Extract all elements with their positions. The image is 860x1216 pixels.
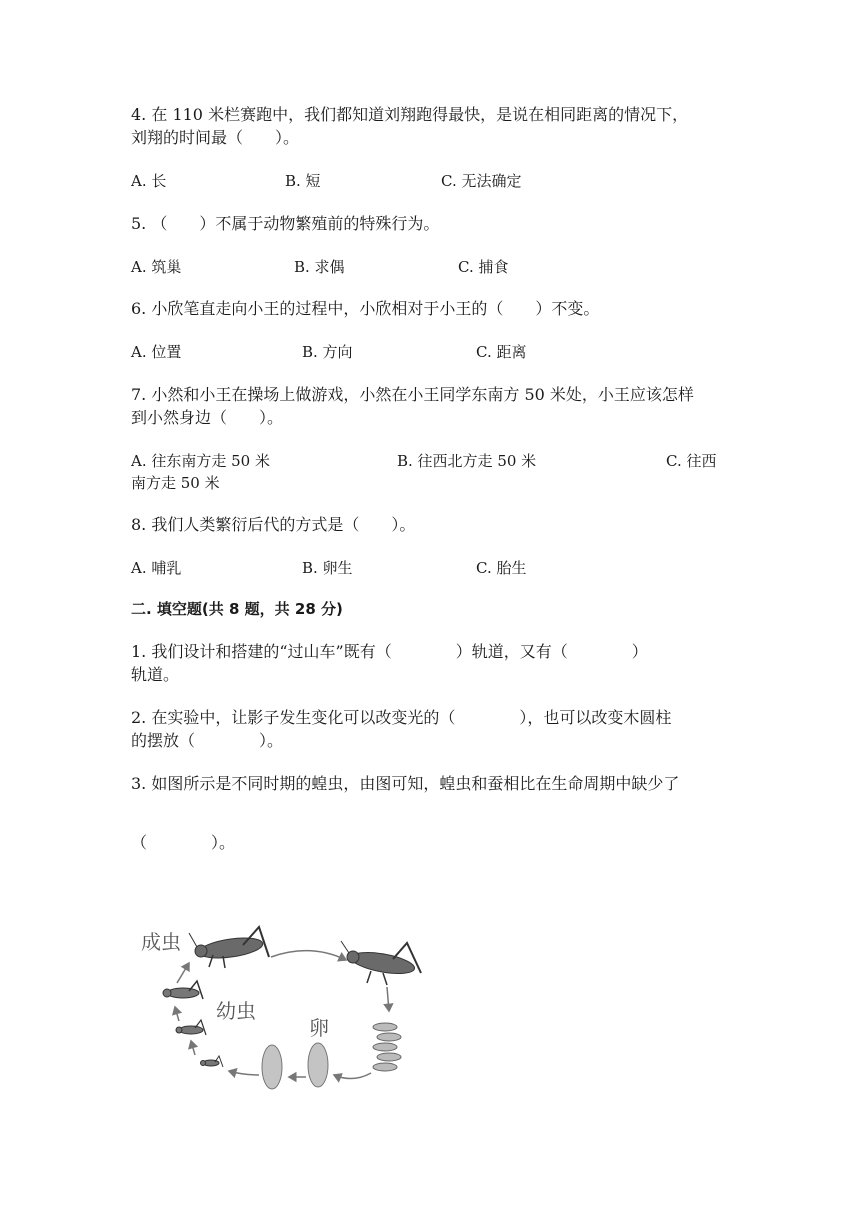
arrow-nymph-to-adult (177, 963, 189, 983)
fill-2-text-line2: 的摆放（ ）。 (131, 731, 284, 750)
fill-2-text-line1: 2. 在实验中，让影子发生变化可以改变光的（ ），也可以改变木圆柱 (131, 708, 672, 727)
question-5-text: 5. （ ）不属于动物繁殖前的特殊行为。 (131, 214, 440, 233)
adult-locust-icon (189, 927, 269, 968)
question-4-option-a: A. 长 (131, 172, 167, 190)
nymph-large-icon (163, 981, 203, 999)
question-7-text-line2: 到小然身边（ ）。 (131, 408, 284, 427)
question-8-option-a: A. 哺乳 (131, 559, 182, 577)
question-7-option-c-wrap: 南方走 50 米 (131, 474, 220, 492)
arrow-nymph-small-to-medium (191, 1041, 195, 1055)
question-4-option-b: B. 短 (285, 172, 321, 190)
question-5-option-a: A. 筑巢 (131, 258, 182, 276)
question-4-text-line2: 刘翔的时间最（ ）。 (131, 128, 300, 147)
question-8-text: 8. 我们人类繁衍后代的方式是（ ）。 (131, 515, 416, 534)
question-8-option-c: C. 胎生 (476, 559, 527, 577)
question-5-option-b: B. 求偶 (294, 258, 345, 276)
question-5-option-c: C. 捕食 (458, 258, 509, 276)
question-6-text: 6. 小欣笔直走向小王的过程中，小欣相对于小王的（ ）不变。 (131, 299, 600, 318)
arrow-to-eggs (387, 987, 389, 1011)
adult-locust-right-icon (341, 941, 421, 985)
question-8-option-b: B. 卵生 (302, 559, 353, 577)
fill-3-text-line2: （ ）。 (131, 833, 236, 852)
arrow-nymph-medium-to-large (175, 1007, 179, 1021)
question-4-text-line1: 4. 在 110 米栏赛跑中，我们都知道刘翔跑得最快，是说在相同距离的情况下， (131, 105, 689, 124)
fill-1-text-line2: 轨道。 (131, 665, 180, 684)
section-2-title: 二. 填空题(共 8 题，共 28 分) (131, 600, 343, 618)
nymph-small-icon (201, 1056, 224, 1067)
question-6-option-b: B. 方向 (302, 343, 353, 361)
locust-life-cycle-figure (131, 915, 431, 1100)
fill-1-text-line1: 1. 我们设计和搭建的“过山车”既有（ ）轨道，又有（ ） (131, 642, 648, 661)
nymph-medium-icon (176, 1020, 206, 1035)
question-7-option-b: B. 往西北方走 50 米 (397, 452, 537, 470)
question-7-text-line1: 7. 小然和小王在操场上做游戏，小然在小王同学东南方 50 米处，小王应该怎样 (131, 385, 694, 404)
question-7-option-c: C. 往西 (666, 452, 717, 470)
locust-life-cycle-diagram (131, 915, 431, 1100)
adult-label: 成虫 (141, 930, 181, 954)
nymph-label: 幼虫 (216, 999, 256, 1023)
egg-cluster-icon (373, 1023, 401, 1071)
question-7-option-a: A. 往东南方走 50 米 (131, 452, 270, 470)
arrow-adult-to-adult (271, 951, 346, 960)
egg-label: 卵 (309, 1016, 329, 1040)
fill-3-text-line1: 3. 如图所示是不同时期的蝗虫，由图可知，蝗虫和蚕相比在生命周期中缺少了 (131, 774, 680, 793)
question-4-option-c: C. 无法确定 (441, 172, 522, 190)
arrow-egg-to-nymph (229, 1071, 259, 1075)
arrow-eggs-to-egg (334, 1073, 371, 1079)
egg-hatching-icon (262, 1045, 282, 1089)
question-6-option-c: C. 距离 (476, 343, 527, 361)
egg-icon (308, 1043, 328, 1087)
question-6-option-a: A. 位置 (131, 343, 182, 361)
